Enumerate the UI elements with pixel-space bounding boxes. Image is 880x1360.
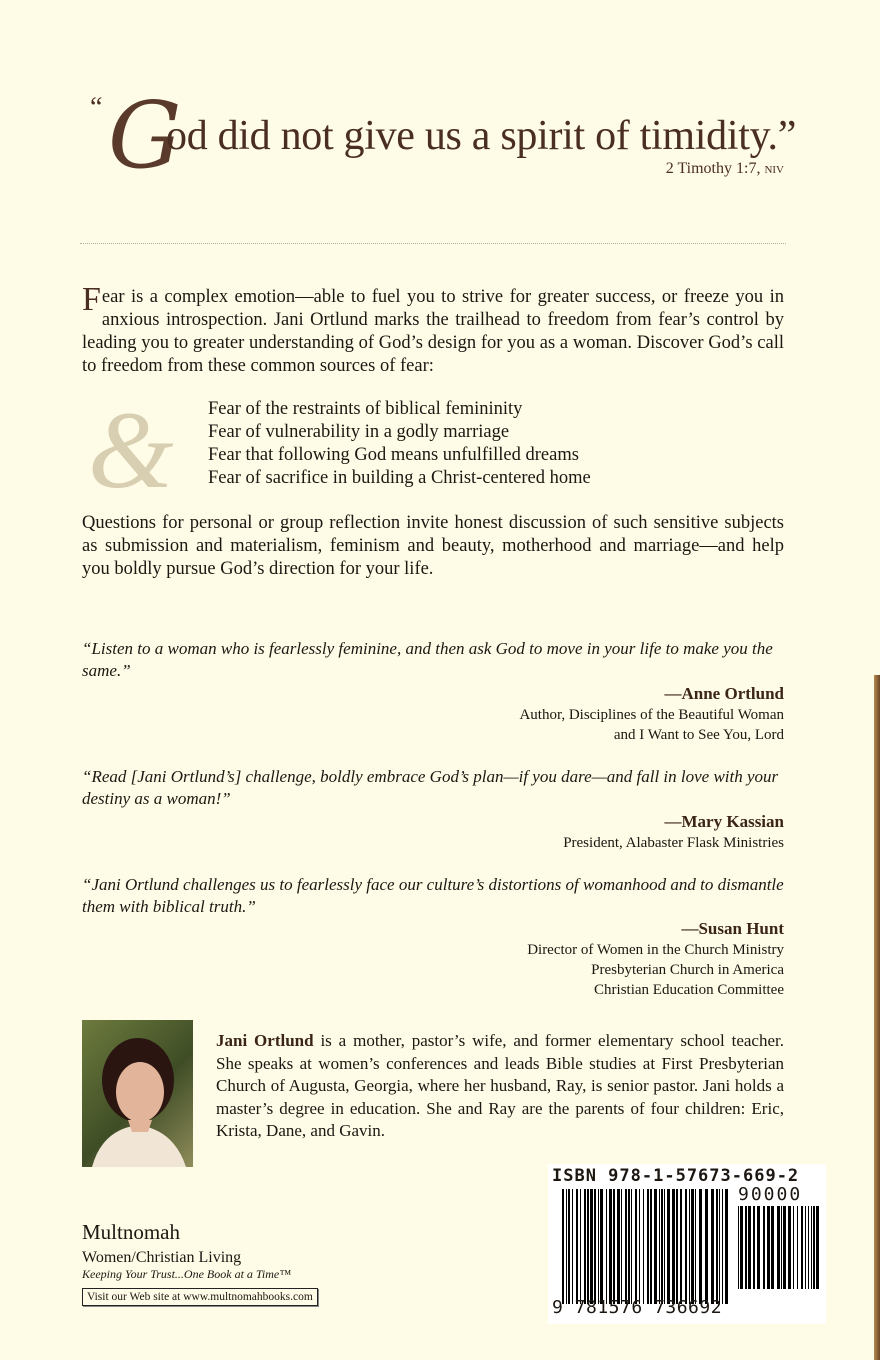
endorser-title: Presbyterian Church in America xyxy=(591,962,784,978)
barcode-bar xyxy=(572,1189,573,1304)
barcode-bar xyxy=(562,1189,564,1304)
barcode-bar xyxy=(672,1189,675,1304)
barcode-bar xyxy=(598,1189,599,1304)
barcode-bar xyxy=(584,1189,586,1304)
barcode-bar xyxy=(691,1189,694,1304)
barcode-bar xyxy=(745,1206,747,1289)
barcode-bar xyxy=(621,1189,622,1304)
barcode-bar xyxy=(695,1189,696,1304)
fear-list xyxy=(208,398,591,490)
cover-edge xyxy=(874,675,880,1360)
price-code: 90000 xyxy=(738,1184,803,1205)
barcode-bar xyxy=(613,1189,615,1304)
barcode-bar xyxy=(594,1189,596,1304)
barcode-bar xyxy=(757,1206,760,1289)
barcode-bar xyxy=(797,1206,798,1289)
barcode-bar xyxy=(617,1189,620,1304)
barcode-bar xyxy=(788,1206,791,1289)
ornament: & xyxy=(88,389,174,511)
ean-digits: 9 781576 736692 xyxy=(552,1297,723,1318)
barcode-bar xyxy=(609,1189,612,1304)
barcode-bar xyxy=(771,1206,774,1289)
barcode-bar xyxy=(590,1189,593,1304)
barcode-bar xyxy=(793,1206,794,1289)
endorser-title: President, Alabaster Flask Ministries xyxy=(563,835,784,851)
author-bio xyxy=(216,1030,784,1143)
barcode-bar xyxy=(606,1189,607,1304)
list-item: Fear of vulnerability in a godly marriage xyxy=(208,422,510,442)
barcode-bar xyxy=(783,1206,786,1289)
reference-text: 2 Timothy 1:7, xyxy=(665,160,761,177)
barcode-bar xyxy=(647,1189,649,1304)
endorsement-attribution xyxy=(519,684,784,745)
barcode-bar xyxy=(781,1206,782,1289)
barcode-bar xyxy=(643,1189,644,1304)
barcode-bar xyxy=(738,1206,739,1289)
publisher-name: Multnomah xyxy=(82,1220,180,1244)
barcode-bar xyxy=(625,1189,627,1304)
barcode-bar xyxy=(748,1206,751,1289)
barcode-bar xyxy=(763,1206,765,1289)
version: NIV xyxy=(764,164,784,176)
isbn-text: ISBN 978-1-57673-669-2 xyxy=(552,1166,800,1186)
barcode-bar xyxy=(600,1189,603,1304)
open-quote: “ xyxy=(90,92,103,123)
drop-cap: F xyxy=(82,281,101,318)
website-link[interactable]: Visit our Web site at www.multnomahbooks.com xyxy=(82,1288,318,1306)
reflection-paragraph: Questions for personal or group reflection invite honest discussion of such sensitive subjects as submission and materialism, feminism and beauty, motherhood and marriage—and help you boldly pursue God’s direction for your life. xyxy=(82,513,784,579)
barcode-bar xyxy=(661,1189,663,1304)
barcode-bar xyxy=(716,1189,718,1304)
barcode-bar xyxy=(566,1189,567,1304)
endorsement-attribution xyxy=(563,812,784,853)
endorser-title: Director of Women in the Church Ministry xyxy=(527,942,784,958)
barcode-bar xyxy=(685,1189,687,1304)
list-item: Fear of the restraints of biblical femininity xyxy=(208,399,523,419)
barcode-bar xyxy=(631,1189,632,1304)
barcode-bar xyxy=(628,1189,630,1304)
barcode-bar xyxy=(699,1189,702,1304)
barcode-bar xyxy=(576,1189,578,1304)
barcode-bar xyxy=(816,1206,819,1289)
category: Women/Christian Living xyxy=(82,1249,242,1266)
endorser-title: and I Want to See You, Lord xyxy=(613,727,784,743)
barcode-bar xyxy=(705,1189,708,1304)
barcode-bar xyxy=(777,1206,780,1289)
barcode-bar xyxy=(801,1206,803,1289)
barcode-bar xyxy=(680,1189,682,1304)
list-item: Fear of sacrifice in building a Christ-centered home xyxy=(208,468,591,488)
barcode-bar xyxy=(725,1189,728,1304)
divider xyxy=(80,243,786,244)
epigraph-text: od did not give us a spirit of timidity.” xyxy=(166,113,797,159)
barcode-bar xyxy=(808,1206,809,1289)
barcode-bar xyxy=(711,1189,714,1304)
intro-paragraph xyxy=(82,281,784,378)
barcode-bar xyxy=(676,1189,678,1304)
barcode-bar xyxy=(689,1189,690,1304)
tagline: Keeping Your Trust...One Book at a Time™ xyxy=(82,1267,291,1281)
barcode-bar xyxy=(580,1189,581,1304)
barcode-bar xyxy=(654,1189,657,1304)
barcode-bar xyxy=(635,1189,637,1304)
endorser-title: Christian Education Committee xyxy=(594,982,784,998)
barcode-bar xyxy=(650,1189,652,1304)
epigraph-reference xyxy=(666,160,784,178)
endorsement-attribution xyxy=(527,919,784,1000)
barcode-bar xyxy=(587,1189,589,1304)
barcode-bar xyxy=(639,1189,640,1304)
author-name: Jani Ortlund xyxy=(216,1031,314,1050)
intro-text: ear is a complex emotion—able to fuel you to strive for greater success, or freeze you in anxious introspection. Jani Ortlund marks the trailhead to freedom from fear’s control by leading you to greater understanding of God’s design for you as a woman. Discover God’s call to freedom from these common sources of fear: xyxy=(82,287,784,376)
author-photo xyxy=(82,1020,193,1167)
barcode-bar xyxy=(664,1189,665,1304)
endorser-title: Author, Disciplines of the Beautiful Woman xyxy=(519,707,784,723)
barcode-bar xyxy=(753,1206,755,1289)
endorser-name: —Susan Hunt xyxy=(681,919,784,938)
isbn-barcode xyxy=(548,1164,826,1324)
bio-text: is a mother, pastor’s wife, and former elementary school teacher. She speaks at women’s conferences and leads Bible studies at First Presbyterian Church of Augusta, Georgia, where her husband, Ray, is senior pastor. Jani holds a master’s degree in education. She and Ray are the parents of four children: Eric, Krista, Dane, and Gavin. xyxy=(216,1031,784,1140)
publisher-block xyxy=(82,1220,318,1306)
barcode-bar xyxy=(667,1189,670,1304)
barcode-bar xyxy=(811,1206,812,1289)
list-item: Fear that following God means unfulfilled dreams xyxy=(208,445,579,465)
endorsement-quote: “Jani Ortlund challenges us to fearlessly face our culture’s distortions of womanhood and to dismantle them with biblical truth.” xyxy=(82,875,784,916)
barcode-bar xyxy=(805,1206,806,1289)
endorser-name: —Mary Kassian xyxy=(664,812,784,831)
barcode-bar xyxy=(659,1189,660,1304)
barcode-bar xyxy=(568,1189,570,1304)
barcode-bar xyxy=(813,1206,815,1289)
barcode-bar xyxy=(740,1206,743,1289)
endorser-name: —Anne Ortlund xyxy=(664,684,784,703)
barcode-bar xyxy=(767,1206,770,1289)
endorsement-quote: “Listen to a woman who is fearlessly feminine, and then ask God to move in your life to make you the same.” xyxy=(82,639,773,680)
epigraph-initial: G xyxy=(108,82,182,189)
barcode-bar xyxy=(722,1189,723,1304)
barcode-bar xyxy=(719,1189,720,1304)
endorsement-quote: “Read [Jani Ortlund’s] challenge, boldly embrace God’s plan—if you dare—and fall in love with your destiny as a woman!” xyxy=(82,767,779,808)
